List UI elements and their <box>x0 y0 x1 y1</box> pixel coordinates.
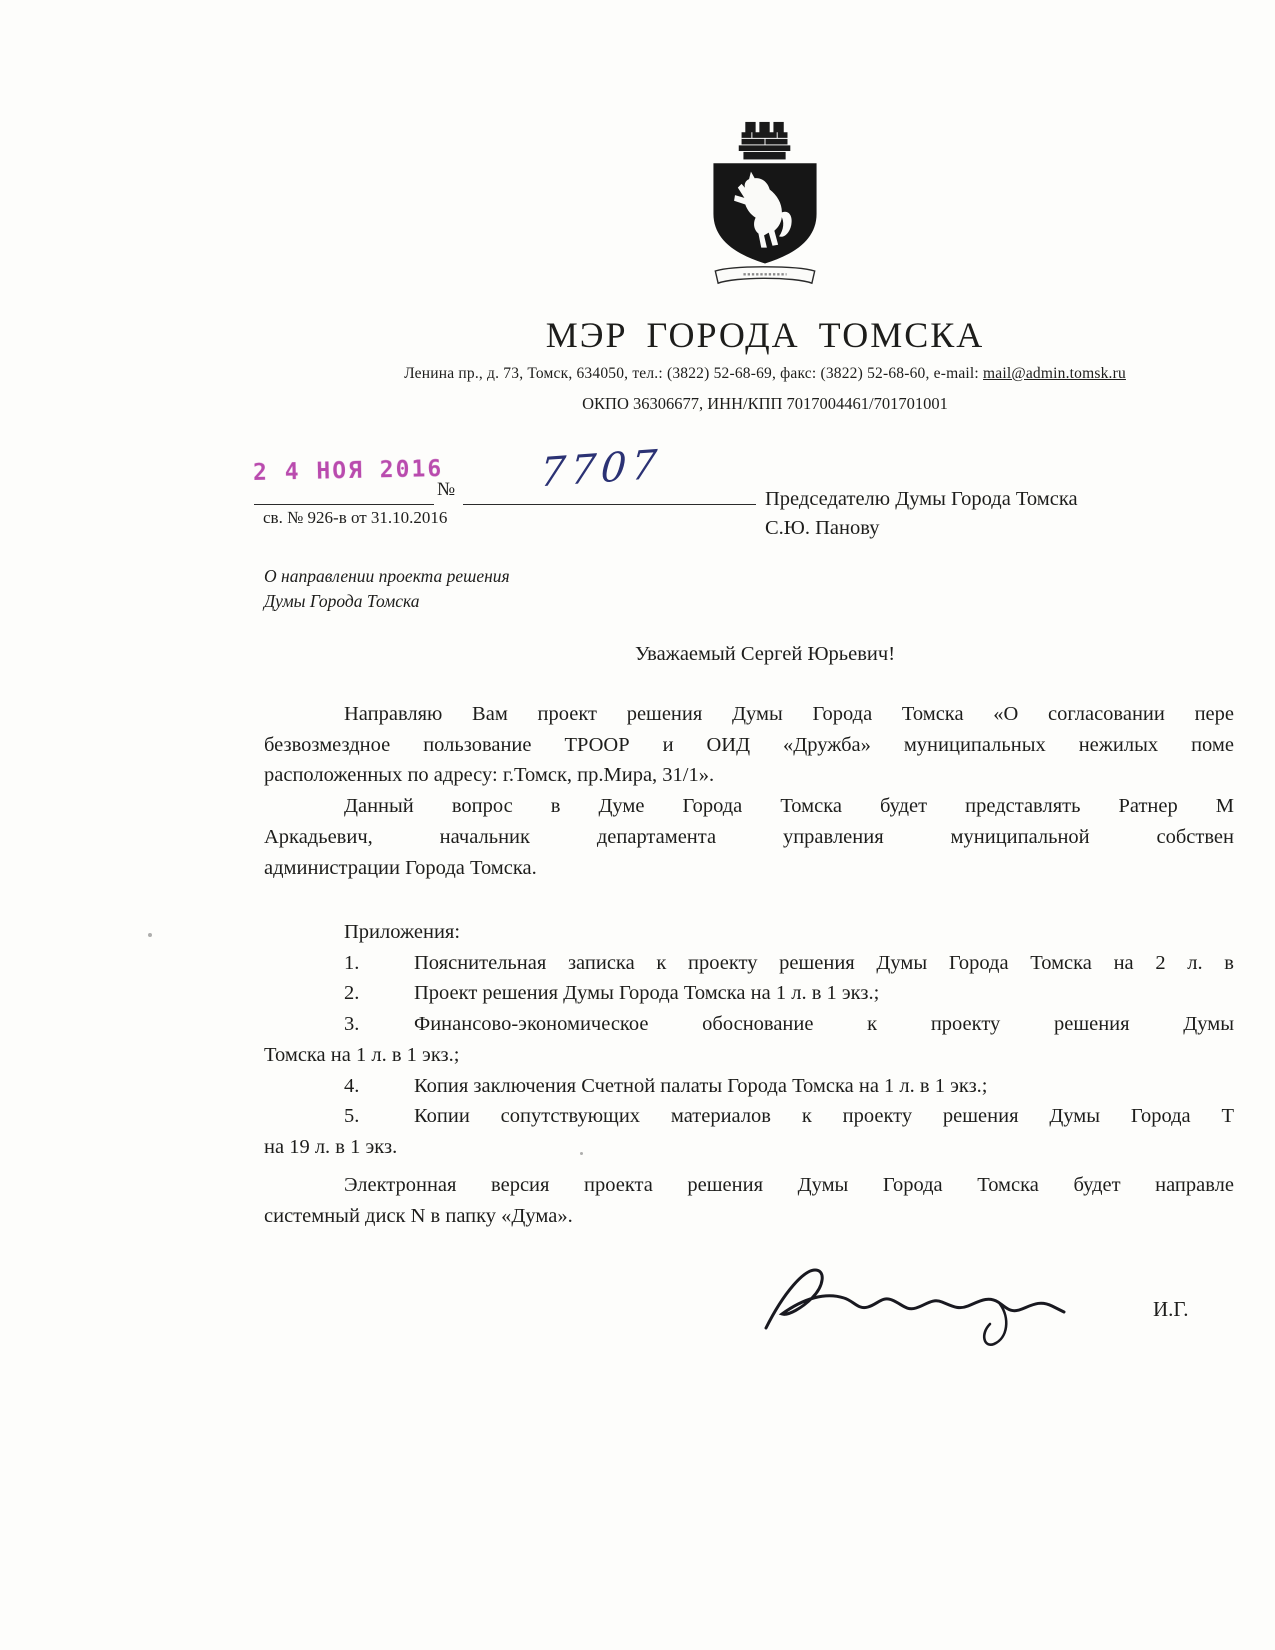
item-number: 1. <box>344 951 360 974</box>
contact-line <box>137 365 1275 383</box>
item-number: 2. <box>344 982 360 1005</box>
attachment-item-5-continued: на 19 л. в 1 экз. <box>264 1135 398 1158</box>
date-underline <box>254 504 434 505</box>
subject-line-2: Думы Города Томска <box>264 591 420 611</box>
item-number: 4. <box>344 1074 360 1097</box>
letter-body <box>264 699 1234 883</box>
handwritten-signature <box>760 1258 1080 1363</box>
scan-speck <box>148 933 152 937</box>
attachment-item-4 <box>264 1071 1234 1102</box>
attachment-item-5 <box>264 1101 1234 1132</box>
body-line: безвозмездное пользование ТРООР и ОИД «Дружба» муниципальных нежилых поме <box>264 733 1234 756</box>
handwritten-number: 7707 <box>538 441 664 497</box>
recipient-name: С.Ю. Панову <box>765 517 880 539</box>
letterhead <box>137 314 1275 414</box>
attachments-list <box>264 917 1234 1163</box>
address-text: Ленина пр., д. 73, Томск, 634050, тел.: (3822) 52-68-69, факс: (3822) 52-68-60, e-mail: <box>404 365 984 382</box>
body-line: Аркадьевич, начальник департамента управления муниципальной собствен <box>264 825 1234 848</box>
scan-speck <box>580 1152 583 1155</box>
item-text: Финансово-экономическое обоснование к проекту решения Думы <box>414 1013 1234 1036</box>
attachment-item-3 <box>264 1009 1234 1040</box>
attachments-heading: Приложения: <box>344 921 461 943</box>
item-text: Копии сопутствующих материалов к проекту решения Думы Города Т <box>414 1105 1234 1128</box>
attachment-item-2 <box>264 978 1234 1009</box>
recipient-block <box>765 485 1078 543</box>
attachment-item-1 <box>264 948 1234 979</box>
subject-line-1: О направлении проекта решения <box>264 566 510 586</box>
body-line: администрации Города Томска. <box>264 856 537 879</box>
item-number: 3. <box>344 1013 360 1036</box>
item-text: Пояснительная записка к проекту решения Думы Города Томска на 2 л. в <box>414 951 1234 974</box>
email-text: mail@admin.tomsk.ru <box>983 365 1126 382</box>
closing-line: Электронная версия проекта решения Думы Города Томска будет направле <box>344 1174 1234 1196</box>
item-text: Копия заключения Счетной палаты Города Томска на 1 л. в 1 экз.; <box>414 1074 988 1097</box>
motto-ribbon <box>715 267 814 283</box>
tomsk-coat-of-arms <box>690 120 840 302</box>
subject-block <box>264 564 510 614</box>
reference-line: св. № 926-в от 31.10.2016 <box>263 508 448 527</box>
item-number: 5. <box>344 1105 360 1128</box>
salutation: Уважаемый Сергей Юрьевич! <box>634 643 896 665</box>
signer-initials: И.Г. <box>1153 1297 1189 1321</box>
body-line: Направляю Вам проект решения Думы Города Томска «О согласовании пере <box>344 703 1234 725</box>
closing-line: системный диск N в папку «Дума». <box>264 1204 573 1227</box>
recipient-title: Председателю Думы Города Томска <box>765 488 1078 510</box>
org-name: МЭР ГОРОДА ТОМСКА <box>545 315 985 355</box>
body-line: расположенных по адресу: г.Томск, пр.Мира, 31/1». <box>264 764 715 787</box>
incoming-date-stamp: 2 4 НОЯ 2016 <box>252 456 444 486</box>
number-underline <box>463 504 756 505</box>
body-line: Данный вопрос в Думе Города Томска будет представлять Ратнер М <box>344 795 1234 818</box>
attachment-item-3-continued: Томска на 1 л. в 1 экз.; <box>264 1043 460 1066</box>
codes-line: ОКПО 36306677, ИНН/КПП 7017004461/701701001 <box>582 394 948 413</box>
number-sign: № <box>437 479 456 500</box>
fortress-crown-icon <box>739 122 791 160</box>
closing-paragraph <box>264 1170 1234 1231</box>
item-text: Проект решения Думы Города Томска на 1 л. в 1 экз.; <box>414 982 880 1005</box>
